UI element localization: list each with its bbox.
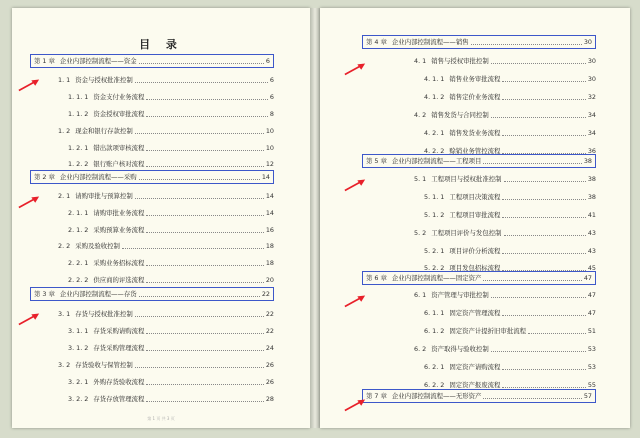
toc-entry-title: 销售与授权审批控制: [431, 57, 489, 65]
toc-entry-number: 3. 2. 1: [68, 378, 89, 386]
toc-entry-number: 2. 1. 1: [68, 209, 89, 217]
toc-entry-number: 6. 2. 1: [424, 363, 445, 371]
red-arrow-icon: [340, 62, 370, 76]
toc-entry-number: 1. 1. 1: [68, 93, 89, 101]
toc-section-entry[interactable]: [58, 190, 274, 203]
toc-entry-page-number: 53: [587, 363, 596, 371]
toc-entry-page-number: 30: [587, 75, 596, 83]
toc-entry-number: 4. 2. 2: [424, 147, 445, 155]
toc-entry-title: 销售发货业务流程: [449, 129, 501, 137]
toc-entry-title: 固定资产管理流程: [449, 309, 501, 317]
toc-entry-title: 银行账户核对流程: [93, 160, 145, 168]
toc-entry-title: 销售定价业务流程: [449, 93, 501, 101]
toc-entry-page-number: 57: [583, 391, 592, 400]
toc-entry-page-number: 22: [265, 310, 274, 318]
toc-entry-title: 采购预算业务流程: [93, 226, 145, 234]
toc-subsection-entry[interactable]: [68, 342, 274, 355]
toc-entry-number: 2. 2: [58, 242, 71, 250]
toc-chapter-entry[interactable]: [362, 154, 596, 168]
toc-entry-number: 3. 2: [58, 361, 71, 369]
toc-entry-number: 第 6 章: [366, 273, 387, 282]
toc-entry-page-number: 16: [265, 226, 274, 234]
toc-entry-title: 存货采购请购流程: [93, 327, 145, 335]
toc-entry-title: 外购存货验收流程: [93, 378, 145, 386]
dot-leader: [502, 217, 585, 218]
toc-subsection-entry[interactable]: [424, 73, 596, 86]
dot-leader: [146, 384, 263, 385]
toc-entry-number: 3. 1. 2: [68, 344, 89, 352]
toc-entry-number: 第 2 章: [34, 172, 55, 181]
toc-entry-page-number: 24: [265, 344, 274, 352]
toc-entry-title: 企业内部控制流程——采购: [59, 172, 137, 181]
toc-entry-page-number: 43: [587, 247, 596, 255]
toc-entry-title: 工程项目与授权批准控制: [431, 175, 502, 183]
dot-leader: [146, 215, 263, 216]
toc-section-entry[interactable]: [58, 359, 274, 372]
toc-entry-title: 资产管理与审批控制: [431, 291, 489, 299]
red-arrow-icon: [14, 195, 44, 209]
toc-entry-page-number: 14: [265, 209, 274, 217]
toc-subsection-entry[interactable]: [424, 245, 596, 258]
toc-section-entry[interactable]: [58, 74, 274, 87]
dot-leader: [135, 198, 264, 199]
red-arrow-icon: [340, 178, 370, 192]
toc-subsection-entry[interactable]: [424, 91, 596, 104]
dot-leader: [502, 135, 585, 136]
dot-leader: [146, 333, 263, 334]
toc-entry-number: 3. 1: [58, 310, 71, 318]
dot-leader: [146, 350, 263, 351]
toc-entry-page-number: 10: [265, 144, 274, 152]
toc-entry-number: 5. 1: [414, 175, 427, 183]
toc-entry-page-number: 38: [587, 175, 596, 183]
dot-leader: [491, 351, 586, 352]
toc-entry-page-number: 41: [587, 211, 596, 219]
toc-entry-number: 5. 2: [414, 229, 427, 237]
dot-leader: [491, 63, 586, 64]
toc-entry-number: 4. 2: [414, 111, 427, 119]
toc-entry-title: 请购审批与预算控制: [75, 192, 133, 200]
toc-section-entry[interactable]: [414, 55, 596, 68]
toc-entry-page-number: 26: [265, 361, 274, 369]
dot-leader: [139, 179, 260, 180]
toc-entry-number: 第 5 章: [366, 156, 387, 165]
dot-leader: [146, 99, 267, 100]
toc-section-entry[interactable]: [414, 109, 596, 122]
toc-entry-number: 4. 1. 2: [424, 93, 445, 101]
toc-entry-title: 错出款项审核流程: [93, 144, 145, 152]
toc-entry-page-number: 47: [587, 291, 596, 299]
dot-leader: [146, 166, 263, 167]
toc-entry-number: 1. 1. 2: [68, 110, 89, 118]
toc-entry-title: 企业内部控制流程——存货: [59, 289, 137, 298]
toc-entry-page-number: 55: [587, 381, 596, 389]
toc-entry-page-number: 38: [583, 156, 592, 165]
toc-entry-page-number: 43: [587, 229, 596, 237]
toc-entry-page-number: 26: [265, 378, 274, 386]
toc-entry-number: 第 4 章: [366, 37, 387, 46]
dot-leader: [146, 116, 267, 117]
toc-entry-number: 2. 2. 1: [68, 259, 89, 267]
dot-leader: [135, 316, 264, 317]
toc-entry-page-number: 47: [583, 273, 592, 282]
toc-entry-title: 企业内部控制流程——固定资产: [391, 273, 482, 282]
red-arrow-icon: [340, 398, 370, 412]
dot-leader: [135, 133, 264, 134]
toc-entry-number: 6. 1: [414, 291, 427, 299]
toc-entry-title: 企业内部控制流程——工程项目: [391, 156, 482, 165]
toc-subsection-entry[interactable]: [68, 274, 274, 287]
toc-subsection-entry[interactable]: [424, 307, 596, 320]
toc-entry-title: 现金和银行存款控制: [75, 127, 133, 135]
dot-leader: [146, 265, 263, 266]
toc-entry-title: 固定资产计提折旧审批流程: [449, 327, 527, 335]
dot-leader: [135, 367, 264, 368]
dot-leader: [528, 333, 586, 334]
toc-entry-title: 项目发包招标流程: [449, 264, 501, 272]
toc-page-left: [12, 8, 310, 428]
toc-entry-page-number: 6: [269, 93, 274, 101]
toc-subsection-entry[interactable]: [68, 224, 274, 237]
toc-subsection-entry[interactable]: [68, 393, 274, 406]
toc-subsection-entry[interactable]: [68, 91, 274, 104]
toc-subsection-entry[interactable]: [68, 257, 274, 270]
red-arrow-icon: [14, 78, 44, 92]
toc-entry-page-number: 14: [265, 192, 274, 200]
dot-leader: [491, 297, 586, 298]
toc-entry-number: 3. 2. 2: [68, 395, 89, 403]
toc-entry-number: 5. 2. 2: [424, 264, 445, 272]
toc-subsection-entry[interactable]: [424, 325, 596, 338]
toc-section-entry[interactable]: [414, 173, 596, 186]
toc-chapter-entry[interactable]: [362, 389, 596, 403]
toc-subsection-entry[interactable]: [68, 108, 274, 121]
toc-entry-page-number: 51: [587, 327, 596, 335]
toc-section-entry[interactable]: [414, 343, 596, 356]
toc-entry-page-number: 12: [265, 160, 274, 168]
toc-section-entry[interactable]: [414, 227, 596, 240]
dot-leader: [504, 181, 586, 182]
toc-entry-page-number: 6: [265, 56, 270, 65]
toc-entry-number: 第 1 章: [34, 56, 55, 65]
toc-entry-number: 6. 1. 2: [424, 327, 445, 335]
toc-entry-title: 采购及验收控制: [75, 242, 120, 250]
toc-subsection-entry[interactable]: [68, 376, 274, 389]
toc-section-entry[interactable]: [58, 125, 274, 138]
toc-entry-page-number: 47: [587, 309, 596, 317]
toc-entry-page-number: 32: [587, 93, 596, 101]
toc-subsection-entry[interactable]: [424, 191, 596, 204]
toc-entry-title: 工程项目评价与发包控制: [431, 229, 502, 237]
toc-entry-page-number: 34: [587, 129, 596, 137]
toc-entry-title: 供应商的评选流程: [93, 276, 145, 284]
toc-section-entry[interactable]: [58, 308, 274, 321]
dot-leader: [483, 398, 581, 399]
toc-entry-number: 第 3 章: [34, 289, 55, 298]
toc-entry-title: 工程项目审批流程: [449, 211, 501, 219]
toc-entry-title: 存货验收与保管控制: [75, 361, 133, 369]
toc-entry-title: 请购审批业务流程: [93, 209, 145, 217]
toc-subsection-entry[interactable]: [68, 325, 274, 338]
dot-leader: [146, 232, 263, 233]
toc-chapter-entry[interactable]: [30, 170, 274, 184]
toc-entry-number: 1. 2. 1: [68, 144, 89, 152]
toc-entry-page-number: 34: [587, 111, 596, 119]
dot-leader: [483, 280, 581, 281]
toc-entry-number: 6. 2: [414, 345, 427, 353]
dot-leader: [471, 44, 582, 45]
toc-entry-page-number: 20: [265, 276, 274, 284]
dot-leader: [502, 387, 585, 388]
toc-entry-number: 1. 1: [58, 76, 71, 84]
toc-entry-number: 4. 1. 1: [424, 75, 445, 83]
toc-entry-title: 赊销业务管控流程: [449, 147, 501, 155]
toc-subsection-entry[interactable]: [424, 209, 596, 222]
toc-subsection-entry[interactable]: [68, 207, 274, 220]
dot-leader: [502, 315, 585, 316]
toc-entry-page-number: 8: [269, 110, 274, 118]
page-gutter: [310, 8, 320, 428]
toc-entry-number: 6. 1. 1: [424, 309, 445, 317]
dot-leader: [502, 199, 585, 200]
toc-entry-page-number: 36: [587, 147, 596, 155]
dot-leader: [504, 235, 586, 236]
toc-entry-number: 2. 1: [58, 192, 71, 200]
toc-subsection-entry[interactable]: [68, 142, 274, 155]
toc-entry-title: 存货存放管理流程: [93, 395, 145, 403]
toc-entry-page-number: 53: [587, 345, 596, 353]
toc-entry-title: 工程项目决策流程: [449, 193, 501, 201]
toc-entry-page-number: 30: [587, 57, 596, 65]
toc-entry-page-number: 22: [265, 327, 274, 335]
toc-section-entry[interactable]: [414, 289, 596, 302]
dot-leader: [146, 401, 263, 402]
toc-entry-title: 销售业务审批流程: [449, 75, 501, 83]
toc-entry-title: 存货与授权批准控制: [75, 310, 133, 318]
red-arrow-icon: [14, 312, 44, 326]
dot-leader: [491, 117, 586, 118]
toc-entry-page-number: 6: [269, 76, 274, 84]
toc-entry-page-number: 28: [265, 395, 274, 403]
toc-chapter-entry[interactable]: [362, 35, 596, 49]
dot-leader: [135, 82, 268, 83]
toc-subsection-entry[interactable]: [424, 127, 596, 140]
dot-leader: [139, 296, 260, 297]
toc-chapter-entry[interactable]: [30, 287, 274, 301]
toc-entry-title: 存货采购管理流程: [93, 344, 145, 352]
toc-chapter-entry[interactable]: [362, 271, 596, 285]
dot-leader: [146, 150, 263, 151]
toc-entry-title: 资金授权审批流程: [93, 110, 145, 118]
toc-entry-page-number: 10: [265, 127, 274, 135]
toc-entry-number: 5. 1. 1: [424, 193, 445, 201]
dot-leader: [502, 99, 585, 100]
toc-entry-number: 4. 1: [414, 57, 427, 65]
toc-entry-number: 1. 2: [58, 127, 71, 135]
dot-leader: [139, 63, 264, 64]
toc-subsection-entry[interactable]: [424, 361, 596, 374]
toc-entry-page-number: 30: [583, 37, 592, 46]
dot-leader: [502, 369, 585, 370]
dot-leader: [122, 248, 264, 249]
toc-section-entry[interactable]: [58, 240, 274, 253]
toc-entry-number: 4. 2. 1: [424, 129, 445, 137]
toc-entry-title: 企业内部控制流程——资金: [59, 56, 137, 65]
dot-leader: [502, 81, 585, 82]
dot-leader: [146, 282, 263, 283]
toc-entry-number: 3. 1. 1: [68, 327, 89, 335]
toc-entry-title: 资产取得与验收控制: [431, 345, 489, 353]
toc-entry-page-number: 22: [261, 289, 270, 298]
toc-entry-page-number: 18: [265, 242, 274, 250]
page-footer: 第 1 页 共 3 页: [147, 416, 175, 421]
toc-entry-title: 企业内部控制流程——无形资产: [391, 391, 482, 400]
toc-entry-page-number: 18: [265, 259, 274, 267]
toc-entry-page-number: 45: [587, 264, 596, 272]
toc-entry-number: 6. 2. 2: [424, 381, 445, 389]
toc-entry-title: 企业内部控制流程——销售: [391, 37, 469, 46]
toc-title: 目 录: [139, 38, 183, 51]
toc-entry-title: 资金支付业务流程: [93, 93, 145, 101]
toc-entry-title: 固定资产请购流程: [449, 363, 501, 371]
toc-entry-number: 2. 1. 2: [68, 226, 89, 234]
toc-entry-number: 5. 1. 2: [424, 211, 445, 219]
red-arrow-icon: [340, 294, 370, 308]
toc-entry-page-number: 14: [261, 172, 270, 181]
toc-entry-title: 资金与授权批准控制: [75, 76, 133, 84]
toc-entry-title: 固定资产报废流程: [449, 381, 501, 389]
toc-entry-title: 销售发货与合同控制: [431, 111, 489, 119]
toc-entry-number: 2. 2. 2: [68, 276, 89, 284]
toc-entry-title: 项目评价分析流程: [449, 247, 501, 255]
toc-entry-number: 第 7 章: [366, 391, 387, 400]
dot-leader: [483, 163, 581, 164]
toc-entry-page-number: 38: [587, 193, 596, 201]
toc-entry-number: 5. 2. 1: [424, 247, 445, 255]
toc-entry-title: 采购业务招标流程: [93, 259, 145, 267]
dot-leader: [502, 253, 585, 254]
toc-entry-number: 1. 2. 2: [68, 160, 89, 168]
toc-chapter-entry[interactable]: [30, 54, 274, 68]
